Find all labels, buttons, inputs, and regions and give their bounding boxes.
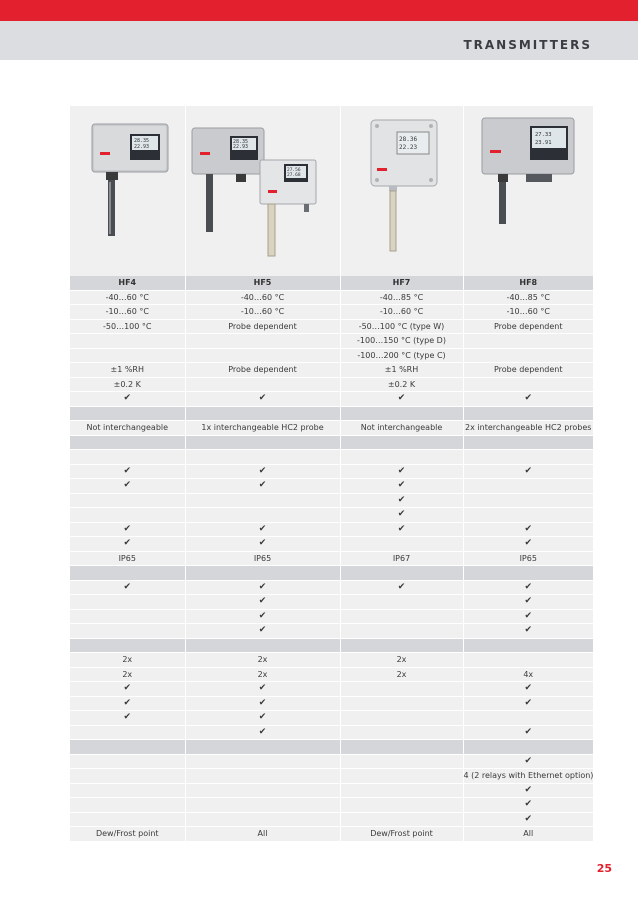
spec-cell xyxy=(185,798,340,813)
hf5-small-display-line1: 27.56 xyxy=(287,168,301,173)
separator-cell xyxy=(185,740,340,755)
spec-cell: 2x xyxy=(70,667,185,682)
spec-cell xyxy=(463,334,593,349)
hf7-display-line2: 22.23 xyxy=(399,144,418,151)
spec-cell: Not interchangeable xyxy=(70,421,185,436)
hf8-display-line1: 27.33 xyxy=(535,132,552,138)
spec-cell xyxy=(185,450,340,465)
hf5-main-display-line2: 22.93 xyxy=(233,144,249,150)
spec-cell: -50…100 °C (type W) xyxy=(340,319,463,334)
spec-cell: 1x interchangeable HC2 probe xyxy=(185,421,340,436)
spec-cell xyxy=(340,711,463,726)
section-separator-row xyxy=(70,638,593,653)
separator-cell xyxy=(463,406,593,421)
spec-row xyxy=(70,812,593,827)
photo-hf4 xyxy=(70,106,186,276)
spec-cell: ✔ xyxy=(463,783,593,798)
hf8-logo xyxy=(490,150,501,153)
photo-hf8 xyxy=(464,106,593,276)
spec-cell: Dew/Frost point xyxy=(70,827,185,842)
spec-row xyxy=(70,769,593,784)
spec-cell: ✔ xyxy=(340,464,463,479)
spec-row xyxy=(70,334,593,349)
spec-cell: ±0.2 K xyxy=(340,377,463,392)
photo-hf5 xyxy=(186,106,341,276)
spec-row xyxy=(70,377,593,392)
spec-row xyxy=(70,754,593,769)
separator-cell xyxy=(340,435,463,450)
spec-cell: 2x xyxy=(185,653,340,668)
separator-cell xyxy=(185,406,340,421)
spec-cell: -100…150 °C (type D) xyxy=(340,334,463,349)
section-separator-row xyxy=(70,566,593,581)
separator-cell xyxy=(70,435,185,450)
spec-cell: Probe dependent xyxy=(185,319,340,334)
spec-row xyxy=(70,609,593,624)
spec-cell xyxy=(185,508,340,523)
spec-cell: ✔ xyxy=(185,609,340,624)
spec-cell: ✔ xyxy=(340,522,463,537)
spec-cell: Not interchangeable xyxy=(340,421,463,436)
hf7-device-image xyxy=(341,106,463,276)
spec-cell xyxy=(70,725,185,740)
hf8-device-image xyxy=(464,106,593,276)
product-header-row xyxy=(70,276,593,290)
brand-top-bar xyxy=(0,0,638,21)
spec-cell xyxy=(463,348,593,363)
separator-cell xyxy=(185,566,340,581)
hf4-logo xyxy=(100,152,110,155)
spec-row xyxy=(70,450,593,465)
spec-cell: ✔ xyxy=(463,522,593,537)
spec-row xyxy=(70,580,593,595)
spec-cell: ±1 %RH xyxy=(340,363,463,378)
spec-cell xyxy=(185,783,340,798)
section-separator-row xyxy=(70,406,593,421)
spec-cell xyxy=(70,624,185,639)
spec-cell xyxy=(340,769,463,784)
spec-row xyxy=(70,464,593,479)
hf5-device-image xyxy=(186,106,340,276)
spec-cell xyxy=(70,334,185,349)
spec-cell: ✔ xyxy=(185,479,340,494)
spec-cell: ✔ xyxy=(185,464,340,479)
spec-cell: ✔ xyxy=(185,624,340,639)
hf4-display-line1: 28.35 xyxy=(134,138,150,144)
spec-cell xyxy=(463,653,593,668)
spec-cell: ✔ xyxy=(463,464,593,479)
separator-cell xyxy=(463,566,593,581)
spec-cell xyxy=(340,682,463,697)
spec-cell: ✔ xyxy=(463,580,593,595)
spec-cell xyxy=(463,493,593,508)
spec-cell: 4x xyxy=(463,667,593,682)
specification-table xyxy=(70,276,593,842)
spec-row xyxy=(70,653,593,668)
spec-cell xyxy=(185,812,340,827)
hf7-logo xyxy=(377,168,387,171)
spec-cell: ±1 %RH xyxy=(70,363,185,378)
product-name-hf8: HF8 xyxy=(463,276,593,290)
spec-cell: ✔ xyxy=(70,392,185,407)
spec-cell: ✔ xyxy=(463,682,593,697)
spec-row xyxy=(70,363,593,378)
spec-cell: IP65 xyxy=(463,551,593,566)
spec-cell xyxy=(70,798,185,813)
separator-cell xyxy=(340,406,463,421)
spec-cell: ✔ xyxy=(185,580,340,595)
spec-cell xyxy=(185,769,340,784)
spec-cell: IP67 xyxy=(340,551,463,566)
spec-cell xyxy=(463,508,593,523)
spec-row xyxy=(70,537,593,552)
spec-row xyxy=(70,479,593,494)
spec-row xyxy=(70,798,593,813)
spec-cell: 2x xyxy=(70,653,185,668)
spec-cell: 2x xyxy=(185,667,340,682)
spec-cell: Probe dependent xyxy=(463,363,593,378)
spec-cell: ✔ xyxy=(70,580,185,595)
page-title: TRANSMITTERS xyxy=(463,38,592,52)
spec-cell: ✔ xyxy=(185,725,340,740)
spec-cell xyxy=(340,798,463,813)
spec-cell: 2x xyxy=(340,667,463,682)
spec-cell xyxy=(70,493,185,508)
spec-cell: ✔ xyxy=(70,464,185,479)
spec-row xyxy=(70,493,593,508)
spec-cell: Probe dependent xyxy=(463,319,593,334)
spec-cell: ✔ xyxy=(340,479,463,494)
hf5-small-display-line2: 27.68 xyxy=(287,173,301,178)
spec-cell: -10…60 °C xyxy=(70,305,185,320)
section-separator-row xyxy=(70,740,593,755)
spec-cell: 2x xyxy=(340,653,463,668)
separator-cell xyxy=(70,638,185,653)
spec-cell: ✔ xyxy=(70,682,185,697)
product-name-hf7: HF7 xyxy=(340,276,463,290)
spec-cell: -40…85 °C xyxy=(463,290,593,305)
spec-cell: Probe dependent xyxy=(185,363,340,378)
spec-cell: ✔ xyxy=(185,682,340,697)
spec-cell xyxy=(70,812,185,827)
spec-row xyxy=(70,827,593,842)
spec-cell xyxy=(340,783,463,798)
spec-cell xyxy=(70,783,185,798)
product-name-hf5: HF5 xyxy=(185,276,340,290)
spec-row xyxy=(70,508,593,523)
spec-cell: -50…100 °C xyxy=(70,319,185,334)
spec-cell xyxy=(70,508,185,523)
spec-cell: 4 (2 relays with Ethernet option) xyxy=(463,769,593,784)
spec-cell: ✔ xyxy=(463,537,593,552)
spec-cell: -10…60 °C xyxy=(340,305,463,320)
spec-cell: ✔ xyxy=(340,493,463,508)
spec-row xyxy=(70,725,593,740)
spec-row xyxy=(70,421,593,436)
spec-row xyxy=(70,696,593,711)
separator-cell xyxy=(463,638,593,653)
spec-cell xyxy=(340,450,463,465)
spec-cell xyxy=(340,696,463,711)
spec-cell: ✔ xyxy=(463,392,593,407)
spec-cell: ✔ xyxy=(70,711,185,726)
spec-cell: ✔ xyxy=(185,392,340,407)
spec-cell: ✔ xyxy=(340,580,463,595)
spec-cell: ✔ xyxy=(185,522,340,537)
spec-cell: -10…60 °C xyxy=(463,305,593,320)
hf5-main-display-line1: 28.35 xyxy=(233,139,249,145)
hf5-logo xyxy=(200,152,210,155)
hf4-display-line2: 22.93 xyxy=(134,144,150,150)
spec-cell: IP65 xyxy=(70,551,185,566)
product-name-hf4: HF4 xyxy=(70,276,185,290)
spec-cell: Dew/Frost point xyxy=(340,827,463,842)
spec-row xyxy=(70,319,593,334)
spec-cell xyxy=(463,450,593,465)
spec-cell: IP65 xyxy=(185,551,340,566)
spec-row xyxy=(70,348,593,363)
spec-row xyxy=(70,392,593,407)
spec-row xyxy=(70,551,593,566)
hf4-device-image xyxy=(70,106,185,276)
product-photos xyxy=(70,106,593,276)
photo-hf7 xyxy=(341,106,464,276)
spec-cell: ✔ xyxy=(185,696,340,711)
spec-cell xyxy=(340,754,463,769)
spec-cell xyxy=(185,334,340,349)
spec-row xyxy=(70,595,593,610)
spec-cell: ✔ xyxy=(463,812,593,827)
separator-cell xyxy=(340,740,463,755)
section-separator-row xyxy=(70,435,593,450)
spec-cell: ✔ xyxy=(463,624,593,639)
spec-cell xyxy=(70,769,185,784)
spec-cell xyxy=(70,348,185,363)
spec-cell xyxy=(70,450,185,465)
separator-cell xyxy=(185,435,340,450)
spec-row xyxy=(70,667,593,682)
spec-cell: ✔ xyxy=(340,508,463,523)
spec-row xyxy=(70,290,593,305)
separator-cell xyxy=(340,566,463,581)
spec-cell xyxy=(340,537,463,552)
spec-row xyxy=(70,711,593,726)
spec-cell: -40…60 °C xyxy=(185,290,340,305)
separator-cell xyxy=(70,406,185,421)
spec-cell xyxy=(463,479,593,494)
spec-cell: -40…60 °C xyxy=(70,290,185,305)
spec-cell xyxy=(185,754,340,769)
spec-cell: ✔ xyxy=(185,537,340,552)
hf7-display-line1: 28.36 xyxy=(399,136,418,143)
spec-cell xyxy=(340,624,463,639)
spec-row xyxy=(70,522,593,537)
spec-cell: ✔ xyxy=(70,537,185,552)
spec-cell: ✔ xyxy=(463,609,593,624)
spec-cell xyxy=(185,348,340,363)
spec-cell: ✔ xyxy=(463,696,593,711)
spec-cell: All xyxy=(185,827,340,842)
separator-cell xyxy=(463,435,593,450)
separator-cell xyxy=(463,740,593,755)
spec-cell xyxy=(340,595,463,610)
spec-cell xyxy=(70,609,185,624)
spec-cell xyxy=(185,377,340,392)
spec-row xyxy=(70,624,593,639)
spec-cell xyxy=(340,609,463,624)
spec-cell: 2x interchangeable HC2 probes xyxy=(463,421,593,436)
separator-cell xyxy=(185,638,340,653)
spec-cell xyxy=(70,754,185,769)
separator-cell xyxy=(70,566,185,581)
spec-cell: -100…200 °C (type C) xyxy=(340,348,463,363)
spec-row xyxy=(70,305,593,320)
spec-cell xyxy=(70,595,185,610)
spec-row xyxy=(70,682,593,697)
spec-cell: ±0.2 K xyxy=(70,377,185,392)
spec-cell: ✔ xyxy=(463,754,593,769)
spec-cell xyxy=(340,725,463,740)
page-number: 25 xyxy=(596,862,612,875)
separator-cell xyxy=(340,638,463,653)
spec-cell: -10…60 °C xyxy=(185,305,340,320)
spec-cell: ✔ xyxy=(70,479,185,494)
spec-cell xyxy=(463,711,593,726)
spec-cell: ✔ xyxy=(463,725,593,740)
spec-cell xyxy=(185,493,340,508)
spec-cell: ✔ xyxy=(463,798,593,813)
spec-cell: ✔ xyxy=(185,595,340,610)
spec-cell: ✔ xyxy=(463,595,593,610)
spec-cell: ✔ xyxy=(185,711,340,726)
spec-cell: ✔ xyxy=(340,392,463,407)
spec-cell: -40…85 °C xyxy=(340,290,463,305)
page-header xyxy=(0,21,638,60)
spec-cell: All xyxy=(463,827,593,842)
spec-cell xyxy=(463,377,593,392)
separator-cell xyxy=(70,740,185,755)
spec-cell xyxy=(340,812,463,827)
spec-cell: ✔ xyxy=(70,696,185,711)
spec-cell: ✔ xyxy=(70,522,185,537)
spec-row xyxy=(70,783,593,798)
hf8-display-line2: 23.91 xyxy=(535,140,552,146)
